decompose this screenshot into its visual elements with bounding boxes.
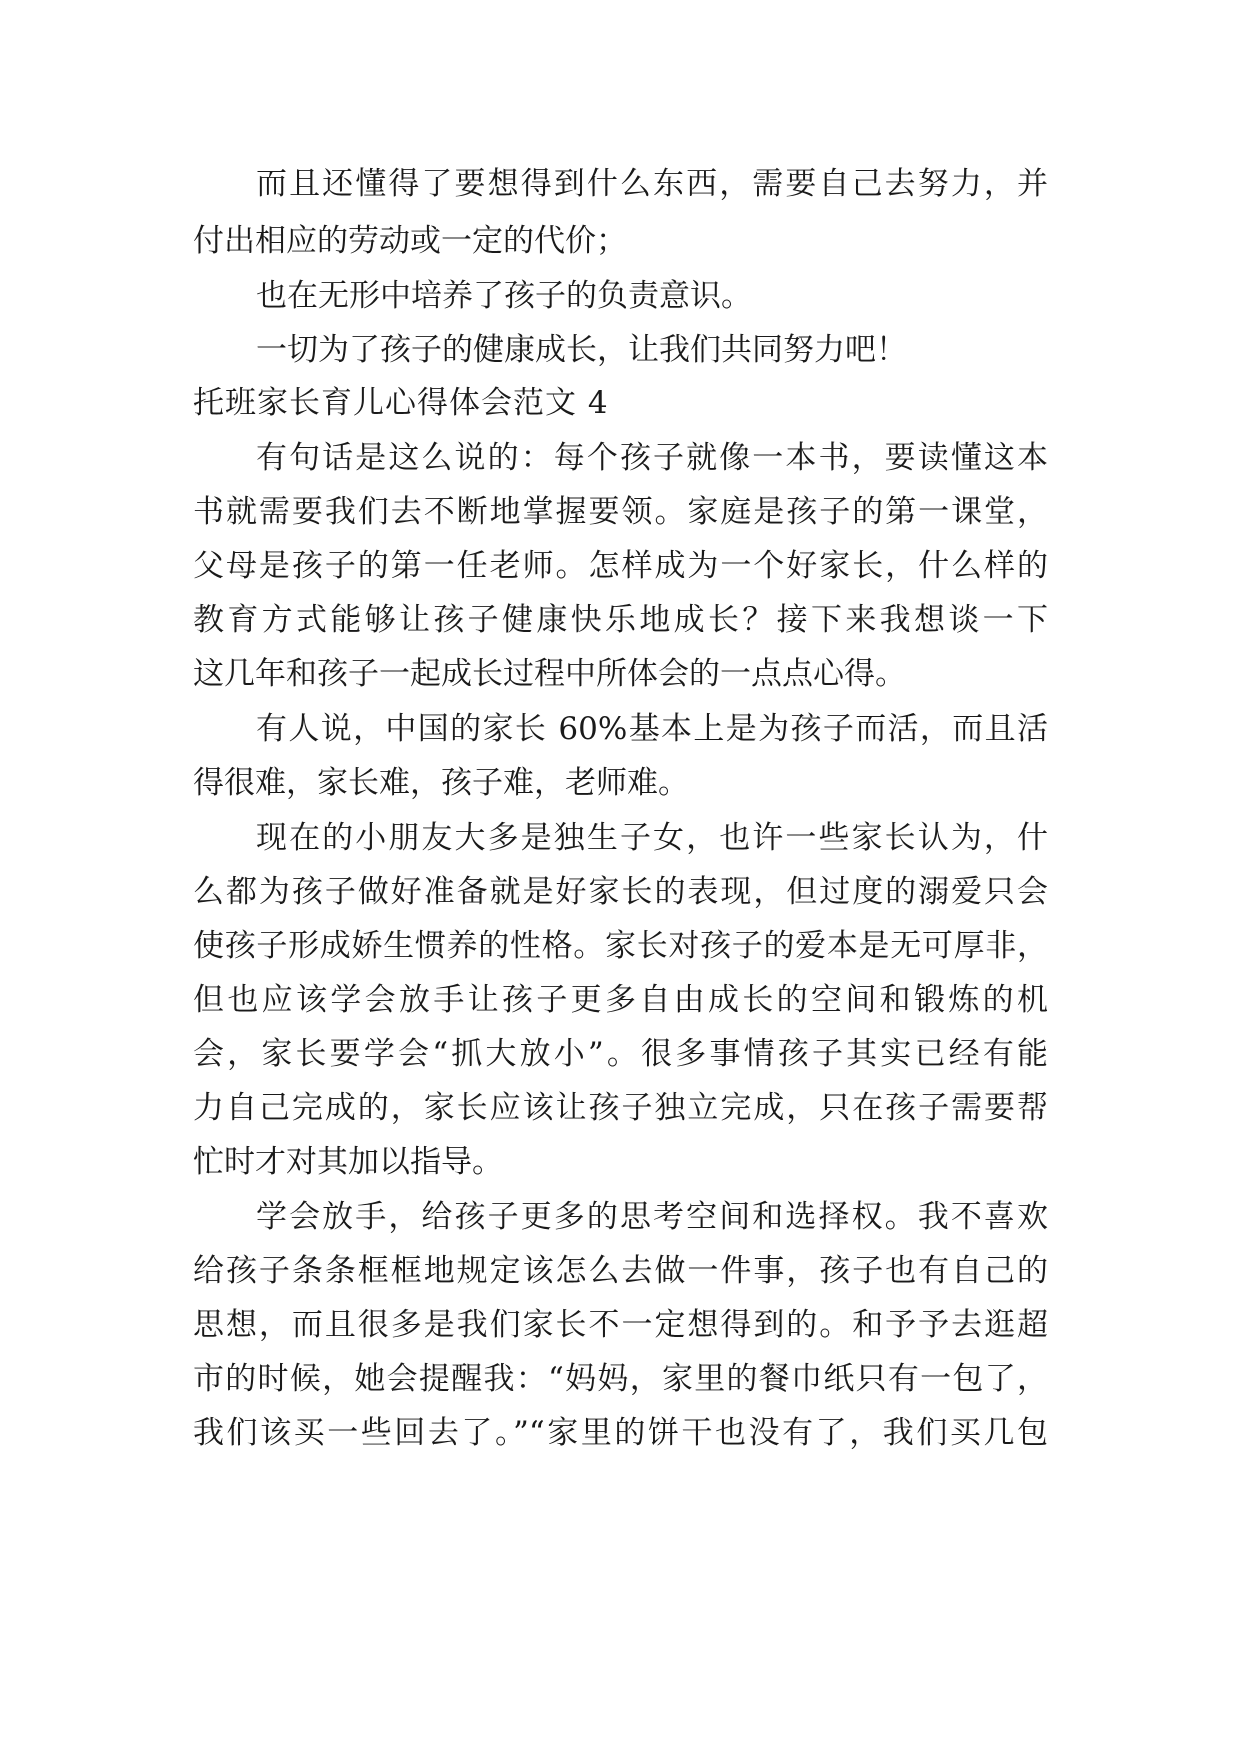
- paragraph-line: 也在无形中培养了孩子的负责意识。: [256, 278, 752, 314]
- paragraph-line: 父母是孩子的第一任老师。怎样成为一个好家长，什么样的: [193, 548, 1048, 584]
- paragraph-line: 忙时才对其加以指导。: [193, 1144, 503, 1180]
- paragraph-line: 有人说，中国的家长 60%基本上是为孩子而活，而且活: [256, 711, 1048, 747]
- paragraph-line: 现在的小朋友大多是独生子女，也许一些家长认为，什: [256, 820, 1048, 856]
- paragraph-line: 一切为了孩子的健康成长，让我们共同努力吧！: [256, 332, 907, 368]
- paragraph-line: 市的时候，她会提醒我：“妈妈，家里的餐巾纸只有一包了，: [193, 1361, 1048, 1397]
- paragraph-line: 思想，而且很多是我们家长不一定想得到的。和予予去逛超: [193, 1307, 1048, 1343]
- paragraph-line: 给孩子条条框框地规定该怎么去做一件事，孩子也有自己的: [193, 1253, 1048, 1289]
- paragraph-line: 会，家长要学会“抓大放小”。很多事情孩子其实已经有能: [193, 1036, 1048, 1072]
- paragraph-line: 教育方式能够让孩子健康快乐地成长？接下来我想谈一下: [193, 602, 1048, 638]
- paragraph-line: 付出相应的劳动或一定的代价；: [193, 223, 627, 259]
- paragraph-line: 么都为孩子做好准备就是好家长的表现，但过度的溺爱只会: [193, 874, 1048, 910]
- paragraph-line: 有句话是这么说的：每个孩子就像一本书，要读懂这本: [256, 440, 1048, 476]
- paragraph-line: 力自己完成的，家长应该让孩子独立完成，只在孩子需要帮: [193, 1090, 1048, 1126]
- paragraph-line: 使孩子形成娇生惯养的性格。家长对孩子的爱本是无可厚非，: [193, 928, 1048, 964]
- section-heading: 托班家长育儿心得体会范文 4: [193, 385, 609, 421]
- paragraph-line: 学会放手，给孩子更多的思考空间和选择权。我不喜欢: [256, 1199, 1048, 1235]
- paragraph-line: 书就需要我们去不断地掌握要领。家庭是孩子的第一课堂，: [193, 494, 1048, 530]
- paragraph-line: 我们该买一些回去了。”“家里的饼干也没有了，我们买几包: [193, 1415, 1048, 1451]
- paragraph-line: 但也应该学会放手让孩子更多自由成长的空间和锻炼的机: [193, 982, 1048, 1018]
- paragraph-line: 得很难，家长难，孩子难，老师难。: [193, 765, 689, 801]
- paragraph-line: 而且还懂得了要想得到什么东西，需要自己去努力，并: [256, 166, 1048, 202]
- paragraph-line: 这几年和孩子一起成长过程中所体会的一点点心得。: [193, 656, 906, 692]
